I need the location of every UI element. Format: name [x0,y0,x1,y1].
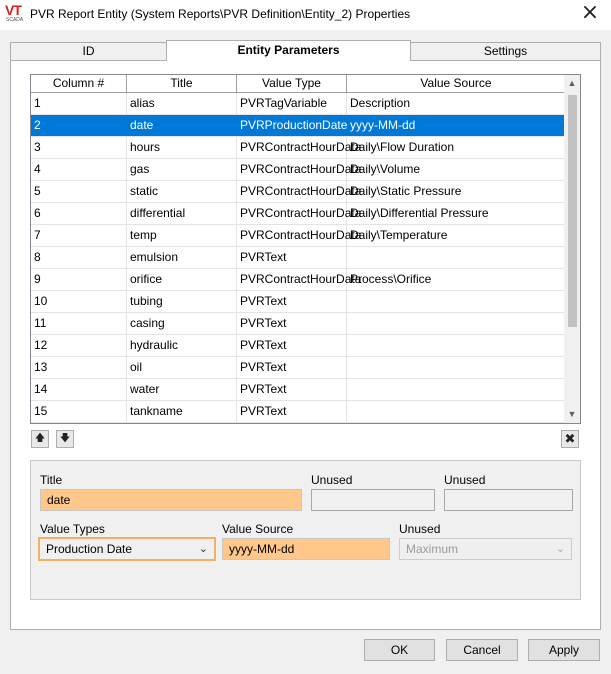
row-number-cell: 11 [31,313,127,334]
title-label: Title [40,473,63,487]
row-number-cell: 12 [31,335,127,356]
row-title-cell: water [127,379,237,400]
row-value-type-cell: PVRContractHourData [237,225,347,246]
parameters-grid[interactable] [30,74,581,424]
unused-dropdown-selected: Maximum [406,542,459,556]
row-value-source-cell [347,247,566,268]
row-value-type-cell: PVRTagVariable [237,93,347,114]
row-title-cell: emulsion [127,247,237,268]
row-editor [30,460,581,600]
unused-dropdown [399,538,572,560]
row-number-cell: 13 [31,357,127,378]
row-value-type-cell: PVRText [237,379,347,400]
row-title-cell: gas [127,159,237,180]
row-value-source-cell [347,357,566,378]
table-row[interactable] [31,225,566,247]
ok-button[interactable]: OK [364,639,435,661]
window-title: PVR Report Entity (System Reports\PVR Definition\Entity_2) Properties [30,7,411,21]
table-row[interactable] [31,137,566,159]
row-value-source-cell: Daily\Static Pressure [347,181,566,202]
unused-label-1: Unused [311,473,353,487]
column-header-value-source[interactable]: Value Source [347,75,566,92]
unused-label-3: Unused [399,522,441,536]
arrow-up-icon: 🡅 [34,433,46,444]
table-row[interactable] [31,291,566,313]
row-value-type-cell: PVRContractHourData [237,181,347,202]
row-title-cell: hydraulic [127,335,237,356]
grid-vertical-scrollbar[interactable] [564,75,580,423]
row-value-type-cell: PVRText [237,357,347,378]
table-row[interactable] [31,313,566,335]
row-value-source-cell: yyyy-MM-dd [347,115,566,136]
entity-parameters-panel [10,60,601,630]
row-title-cell: orifice [127,269,237,290]
row-title-cell: oil [127,357,237,378]
tab-entity-parameters[interactable]: Entity Parameters [166,40,411,61]
value-source-input[interactable]: yyyy-MM-dd [222,538,390,560]
table-row[interactable] [31,115,566,137]
column-header-number[interactable]: Column # [31,75,127,92]
cancel-button[interactable]: Cancel [446,639,518,661]
row-title-cell: differential [127,203,237,224]
tab-strip [10,40,601,60]
table-row[interactable] [31,357,566,379]
apply-button[interactable]: Apply [528,639,600,661]
row-number-cell: 1 [31,93,127,114]
value-source-label: Value Source [222,522,294,536]
row-number-cell: 2 [31,115,127,136]
row-number-cell: 10 [31,291,127,312]
row-title-cell: tankname [127,401,237,422]
table-row[interactable] [31,335,566,357]
row-value-type-cell: PVRText [237,313,347,334]
table-row[interactable] [31,269,566,291]
close-window-button[interactable]: × [580,0,600,25]
move-row-down-button[interactable] [56,430,74,448]
chevron-down-icon: ⌄ [198,543,208,555]
move-row-up-button[interactable] [31,430,49,448]
row-value-source-cell: Daily\Temperature [347,225,566,246]
delete-row-button[interactable] [561,430,579,448]
grid-body [31,93,566,423]
row-value-source-cell: Daily\Differential Pressure [347,203,566,224]
title-bar [0,0,611,30]
row-value-source-cell [347,379,566,400]
table-row[interactable] [31,181,566,203]
table-row[interactable] [31,159,566,181]
table-row[interactable] [31,401,566,423]
row-number-cell: 4 [31,159,127,180]
row-value-source-cell: Daily\Volume [347,159,566,180]
row-number-cell: 14 [31,379,127,400]
row-title-cell: tubing [127,291,237,312]
row-title-cell: hours [127,137,237,158]
row-title-cell: alias [127,93,237,114]
row-value-type-cell: PVRText [237,291,347,312]
row-number-cell: 15 [31,401,127,422]
row-value-type-cell: PVRContractHourData [237,269,347,290]
row-value-source-cell: Description [347,93,566,114]
value-types-label: Value Types [40,522,105,536]
table-row[interactable] [31,247,566,269]
row-value-type-cell: PVRContractHourData [237,137,347,158]
column-header-title[interactable]: Title [127,75,237,92]
row-title-cell: static [127,181,237,202]
row-value-source-cell [347,313,566,334]
row-number-cell: 8 [31,247,127,268]
row-value-type-cell: PVRText [237,335,347,356]
table-row[interactable] [31,203,566,225]
scroll-down-arrow-icon[interactable]: ▼ [567,409,577,419]
row-value-source-cell [347,291,566,312]
logo-text: VT [5,2,21,18]
row-value-source-cell [347,335,566,356]
unused-input-2[interactable] [444,489,573,511]
tab-id[interactable]: ID [10,42,167,60]
tab-settings[interactable]: Settings [410,42,601,60]
row-title-cell: date [127,115,237,136]
scrollbar-thumb[interactable] [568,95,577,327]
column-header-value-type[interactable]: Value Type [237,75,347,92]
table-row[interactable] [31,379,566,401]
row-number-cell: 9 [31,269,127,290]
row-value-source-cell: Process\Orifice [347,269,566,290]
row-value-type-cell: PVRContractHourData [237,203,347,224]
arrow-down-icon: 🡇 [59,433,71,444]
scroll-up-arrow-icon[interactable]: ▲ [567,78,577,88]
unused-input-1[interactable] [311,489,435,511]
row-value-source-cell [347,401,566,422]
chevron-down-icon: ⌄ [555,543,565,555]
value-types-dropdown[interactable] [38,537,216,561]
logo-subtext: SCADA [6,17,24,23]
row-value-type-cell: PVRProductionDate [237,115,347,136]
row-number-cell: 6 [31,203,127,224]
row-value-type-cell: PVRText [237,401,347,422]
row-title-cell: temp [127,225,237,246]
grid-header [31,75,566,93]
row-value-source-cell: Daily\Flow Duration [347,137,566,158]
table-row[interactable] [31,93,566,115]
row-number-cell: 5 [31,181,127,202]
row-title-cell: casing [127,313,237,334]
title-input[interactable]: date [40,489,302,511]
delete-x-icon: ✖ [564,431,576,446]
value-types-selected: Production Date [46,542,133,556]
row-value-type-cell: PVRText [237,247,347,268]
row-number-cell: 7 [31,225,127,246]
row-number-cell: 3 [31,137,127,158]
unused-label-2: Unused [444,473,486,487]
vtscada-logo-icon [5,2,27,23]
row-value-type-cell: PVRContractHourData [237,159,347,180]
